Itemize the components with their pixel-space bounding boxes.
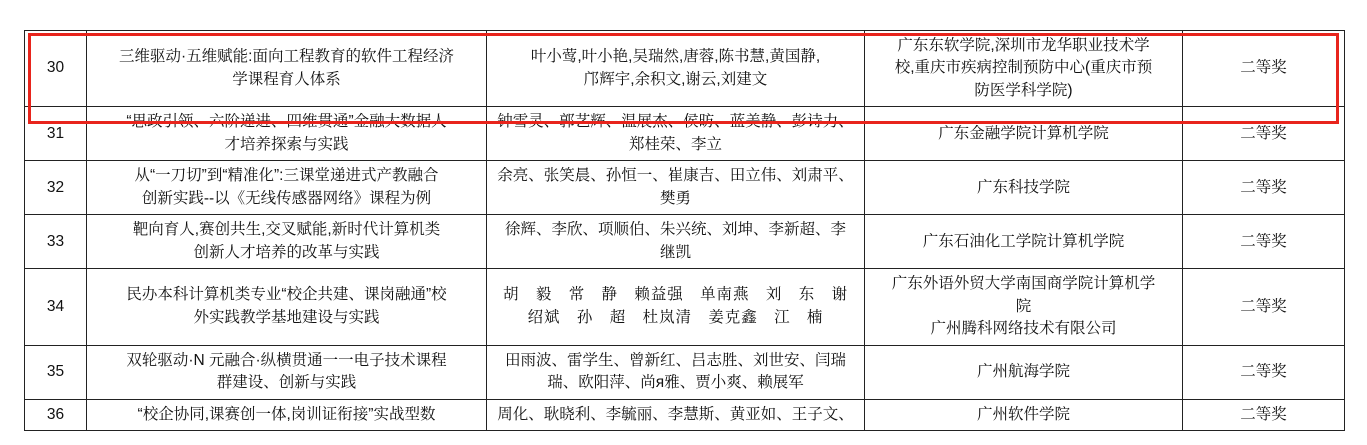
row-unit-line: 广东东软学院,深圳市龙华职业技术学 bbox=[897, 37, 1150, 54]
table-row bbox=[25, 107, 1345, 161]
row-title-line: 外实践教学基地建设与实践 bbox=[193, 308, 380, 326]
table-row bbox=[25, 161, 1345, 215]
row-title bbox=[87, 399, 487, 430]
row-people-line: 继凯 bbox=[659, 243, 691, 261]
row-people bbox=[487, 161, 865, 215]
row-award: 二等奖 bbox=[1183, 269, 1345, 345]
award-table-body bbox=[25, 31, 1345, 431]
row-people-line: 郑桂荣、李立 bbox=[628, 135, 722, 153]
row-award: 二等奖 bbox=[1183, 345, 1345, 399]
row-award: 二等奖 bbox=[1183, 107, 1345, 161]
row-title bbox=[87, 215, 487, 269]
row-number: 30 bbox=[25, 31, 87, 107]
row-people-line: 樊勇 bbox=[659, 189, 691, 207]
row-unit bbox=[865, 399, 1183, 430]
row-people bbox=[487, 31, 865, 107]
row-people-line: 周化、耿晓利、李毓丽、李慧斯、黄亚如、王子文、 bbox=[497, 405, 854, 423]
row-award: 二等奖 bbox=[1183, 161, 1345, 215]
row-title bbox=[87, 31, 487, 107]
row-title-line: 群建设、创新与实践 bbox=[216, 374, 357, 392]
row-title-line: 才培养探索与实践 bbox=[224, 135, 349, 153]
row-title-line: 靶向育人,赛创共生,交叉赋能,新时代计算机类 bbox=[132, 221, 441, 239]
row-unit-line: 广东石油化工学院计算机学院 bbox=[922, 232, 1125, 250]
table-row bbox=[25, 345, 1345, 399]
row-title bbox=[87, 345, 487, 399]
row-people-line: 胡 毅 常 静 赖益强 单南燕 刘 东 谢 bbox=[502, 286, 849, 304]
row-people-line: 余亮、张笑晨、孙恒一、崔康吉、田立伟、刘肃平、 bbox=[497, 167, 854, 185]
row-title-line: 民办本科计算机类专业“校企共建、课岗融通”校 bbox=[126, 286, 447, 304]
row-unit-line: 院 bbox=[1015, 297, 1032, 315]
row-award: 二等奖 bbox=[1183, 215, 1345, 269]
row-title-line: 学课程育人体系 bbox=[232, 70, 341, 88]
award-table-wrap bbox=[24, 30, 1344, 431]
row-people bbox=[487, 215, 865, 269]
row-title-line: “校企协同,课赛创一体,岗训证衔接”实战型数 bbox=[137, 405, 436, 423]
row-unit-line: 广东科技学院 bbox=[976, 178, 1070, 196]
row-unit bbox=[865, 107, 1183, 161]
row-people-line: 钟雪灵、郭艺辉、温展杰、侯昉、蓝美静、彭诗力、 bbox=[497, 113, 854, 131]
row-unit-line: 广州腾科网络技术有限公司 bbox=[930, 320, 1117, 338]
row-title bbox=[87, 107, 487, 161]
table-row bbox=[25, 215, 1345, 269]
row-unit-line: 广东金融学院计算机学院 bbox=[938, 124, 1109, 142]
row-unit bbox=[865, 345, 1183, 399]
row-number: 33 bbox=[25, 215, 87, 269]
award-table bbox=[24, 30, 1345, 431]
row-people-line: 田雨波、雷学生、曾新红、吕志胜、刘世安、闫瑞 bbox=[504, 351, 846, 369]
row-number: 34 bbox=[25, 269, 87, 345]
row-people-line: 徐辉、李欣、项顺伯、朱兴统、刘坤、李新超、李 bbox=[504, 221, 846, 239]
row-unit bbox=[865, 269, 1183, 345]
row-title bbox=[87, 161, 487, 215]
row-unit bbox=[865, 31, 1183, 107]
row-number: 32 bbox=[25, 161, 87, 215]
row-number: 31 bbox=[25, 107, 87, 161]
row-title-line: 双轮驱动·N 元融合·纵横贯通一一电子技术课程 bbox=[126, 351, 447, 369]
row-unit-line: 广东外语外贸大学南国商学院计算机学 bbox=[891, 275, 1156, 293]
row-number: 35 bbox=[25, 345, 87, 399]
row-unit-line: 校,重庆市疾病控制预防中心(重庆市预 bbox=[894, 59, 1153, 77]
row-people bbox=[487, 345, 865, 399]
row-title-line: 创新实践--以《无线传感器网络》课程为例 bbox=[141, 189, 432, 207]
table-row bbox=[25, 269, 1345, 345]
row-unit-line: 广州软件学院 bbox=[976, 405, 1070, 423]
row-title-line: 从“一刀切”到“精准化”:三课堂递进式产教融合 bbox=[134, 167, 439, 185]
row-title bbox=[87, 269, 487, 345]
table-row bbox=[25, 31, 1345, 107]
row-people bbox=[487, 107, 865, 161]
row-unit bbox=[865, 215, 1183, 269]
row-people bbox=[487, 399, 865, 430]
row-title-line: 创新人才培养的改革与实践 bbox=[193, 243, 380, 261]
row-award: 二等奖 bbox=[1183, 399, 1345, 430]
row-unit-line: 防医学科学院) bbox=[974, 81, 1073, 99]
row-title-line: 三维驱动·五维赋能:面向工程教育的软件工程经济 bbox=[119, 48, 454, 66]
row-unit bbox=[865, 161, 1183, 215]
row-people-line: 瑞、欧阳萍、尚я雅、贾小爽、赖展军 bbox=[547, 374, 804, 392]
row-number: 36 bbox=[25, 399, 87, 430]
row-people bbox=[487, 269, 865, 345]
row-people-line: 叶小莺,叶小艳,吴瑞然,唐蓉,陈书慧,黄国静, bbox=[530, 48, 821, 66]
row-people-line: 绍斌 孙 超 杜岚清 姜克鑫 江 楠 bbox=[527, 308, 824, 326]
row-unit-line: 广州航海学院 bbox=[976, 362, 1070, 380]
row-title-line: “思政引领、六阶递进、四维贯通”金融大数据人 bbox=[126, 113, 447, 131]
row-award: 二等奖 bbox=[1183, 31, 1345, 107]
row-people-line: 邝辉宇,余积文,谢云,刘建文 bbox=[583, 70, 768, 88]
table-row bbox=[25, 399, 1345, 430]
